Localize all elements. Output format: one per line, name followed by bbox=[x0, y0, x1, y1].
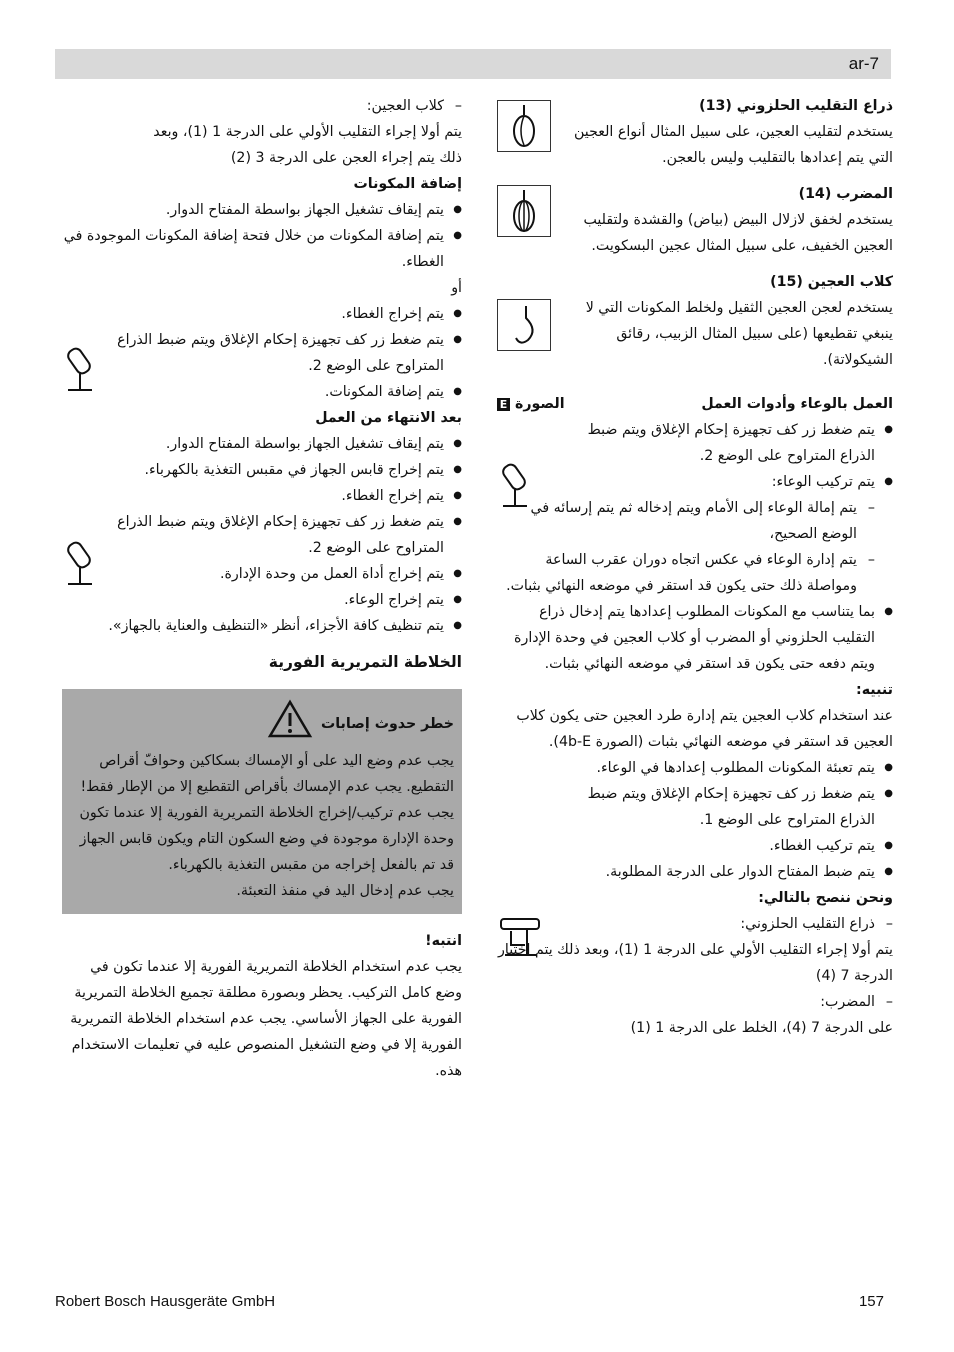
list-item: ● يتم إخراج أداة العمل من وحدة الإدارة. bbox=[62, 561, 462, 587]
tool13-text: يستخدم لتقليب العجين، على سبيل المثال أنواع العجين التي يتم إعدادها بالتقليب وليس بالعجن. bbox=[574, 124, 893, 166]
figure-label: الصورة bbox=[514, 396, 565, 412]
warning-line: يجب عدم وضع اليد على أو الإمساك بسكاكين وحوافّ أقراص التقطيع. يجب عدم الإمساك بأقراص التقطيع إلا من الإطار فقط! bbox=[80, 753, 454, 795]
work-title: العمل بالوعاء وأدوات العمل bbox=[701, 396, 893, 412]
warning-title: خطر حدوث إصابات bbox=[320, 715, 454, 732]
list-item: ● يتم إخراج قابس الجهاز في مقبس التغذية بالكهرباء. bbox=[62, 457, 462, 483]
recommend-title: ونحن ننصح بالتالي: bbox=[758, 890, 893, 906]
stirring-hook-icon bbox=[497, 100, 551, 152]
tool14-title: المضرب (14) bbox=[798, 186, 893, 202]
list-item: ● يتم ضغط زر كف تجهيزة إحكام الإغلاق ويتم ضبط الذراع المتراوح على الوضع 1. bbox=[567, 781, 893, 833]
caution-title: انتبه! bbox=[425, 933, 462, 949]
figure-letter-box: E bbox=[497, 398, 510, 411]
list-item: ● يتم ضبط المفتاح الدوار على الدرجة المطلوبة. bbox=[497, 859, 893, 885]
kneading-hook-icon bbox=[497, 299, 551, 351]
kneading-line: يتم أولا إجراء التقليب الأولي على الدرجة 1 (1)، وبعد bbox=[153, 124, 462, 140]
header-bar bbox=[55, 49, 891, 79]
list-item: ● يتم تعبئة المكونات المطلوب إعدادها في الوعاء. bbox=[567, 755, 893, 781]
tool14-text: يستخدم لخفق لازلال البيض (بياض) والقشدة ولتقليب العجين الخفيف، على سبيل المثال عجين البسكويت. bbox=[583, 212, 893, 254]
list-item: ● يتم ضغط زر كف تجهيزة إحكام الإغلاق ويتم ضبط الذراع المتراوح على الوضع 2. bbox=[112, 327, 462, 379]
list-subitem: – ذراع التقليب الحلزوني: bbox=[497, 911, 893, 937]
kneading-title: – كلاب العجين: bbox=[62, 93, 462, 119]
list-item: ● يتم تركيب الغطاء. bbox=[497, 833, 893, 859]
list-subitem: – المضرب: bbox=[497, 989, 893, 1015]
mixer-arm-position-1-icon bbox=[497, 913, 545, 963]
warning-header bbox=[70, 699, 454, 748]
list-item: ● بما يتناسب مع المكونات المطلوب إعدادها يتم إدخال ذراع التقليب الحلزوني أو المضرب أو كلاب العجين في وحدة الإدارة ويتم دفعه حتى يكون قد استقر في موضعه النهائي بثبات. bbox=[497, 599, 893, 677]
warning-line: يجب عدم إدخال اليد في منفذ التعبئة. bbox=[236, 883, 454, 899]
list-item: ● يتم تنظيف كافة الأجزاء، أنظر «التنظيف والعناية بالجهاز». bbox=[62, 613, 462, 639]
note-title: تنبيه: bbox=[856, 682, 893, 698]
list-subitem: – يتم إدارة الوعاء في عكس اتجاه دوران عقرب الساعة ومواصلة ذلك حتى يكون قد استقر في موضعه النهائي بثبات. bbox=[497, 547, 893, 599]
whisk-icon bbox=[497, 185, 551, 237]
mixer-arm-position-2-icon bbox=[62, 536, 110, 592]
footer-company: Robert Bosch Hausgeräte GmbH bbox=[55, 1293, 276, 1310]
list-item: ● يتم إيقاف تشغيل الجهاز بواسطة المفتاح الدوار. bbox=[62, 431, 462, 457]
list-item: ● يتم ضغط زر كف تجهيزة إحكام الإغلاق ويتم ضبط الذراع المتراوح على الوضع 2. bbox=[567, 417, 893, 469]
list-item: ● يتم إيقاف تشغيل الجهاز بواسطة المفتاح الدوار. bbox=[62, 197, 462, 223]
page-label: ar-7 bbox=[848, 54, 879, 73]
warning-line: يجب عدم تركيب/إخراج الخلاطة التمريرية الفورية إلا عندما تكون وحدة الإدارة موجودة في وضع السكون التام ويكون قابس الجهاز قد تم بالفعل إخراجه من مقبس التغذية بالكهرباء. bbox=[79, 805, 454, 873]
list-item: ● يتم ضغط زر كف تجهيزة إحكام الإغلاق ويتم ضبط الذراع المتراوح على الوضع 2. bbox=[112, 509, 462, 561]
mixer-arm-position-2-icon bbox=[62, 342, 110, 398]
figure-ref bbox=[497, 391, 565, 417]
kneading-line: ذلك يتم إجراء العجن على الدرجة 3 (2) bbox=[230, 150, 462, 166]
blender-title: الخلاطة التمريرية الفورية bbox=[268, 653, 462, 671]
caution-text: يجب عدم استخدام الخلاطة التمريرية الفورية إلا عندما تكون في وضع كامل التركيب. يحظر وبصورة مطلقة تجميع الخلاطة التمريرية الفورية على الجهاز الأساسي. يجب عدم استخدام الخلاطة التمريرية الفورية إلا في وضع التشغيل المنصوص عليه في تعليمات الاستخدام هذه. bbox=[70, 959, 462, 1079]
list-item: ● يتم إخراج الوعاء. bbox=[62, 587, 462, 613]
recommend-text: يتم أولا إجراء التقليب الأولي على الدرجة 1 (1)، وبعد ذلك يتم اختيار الدرجة 7 (4) bbox=[498, 942, 893, 984]
footer-page-number: 157 bbox=[858, 1293, 884, 1310]
right-column bbox=[497, 93, 893, 1041]
adding-title: إضافة المكونات bbox=[353, 176, 462, 192]
tool15-text: يستخدم لعجن العجين الثقيل ولخلط المكونات التي لا ينبغي تقطيعها (على سبيل المثال الزبيب، رقائق الشيكولاتة). bbox=[585, 300, 893, 368]
tool13-title: ذراع التقليب الحلزوني (13) bbox=[699, 98, 893, 114]
note-text: عند استخدام كلاب العجين يتم إدارة طرد العجين حتى يكون كلاب العجين قد استقر في موضعه النهائي بثبات (الصورة 4b-E). bbox=[516, 708, 893, 750]
work-section-title bbox=[497, 391, 893, 417]
recommend-text: على الدرجة 7 (4)، الخلط على الدرجة 1 (1) bbox=[630, 1020, 893, 1036]
list-item: ● يتم إخراج الغطاء. bbox=[112, 301, 462, 327]
or-label: أو bbox=[451, 280, 462, 296]
tool15-title: كلاب العجين (15) bbox=[770, 274, 893, 290]
mixer-arm-position-2-icon bbox=[497, 458, 545, 514]
list-item: ● يتم إضافة المكونات. bbox=[112, 379, 462, 405]
list-item: ● يتم إخراج الغطاء. bbox=[112, 483, 462, 509]
left-column bbox=[62, 93, 462, 1084]
list-item: ● يتم إضافة المكونات من خلال فتحة إضافة المكونات الموجودة في الغطاء. bbox=[62, 223, 462, 275]
warning-triangle-icon bbox=[267, 699, 313, 748]
warning-box bbox=[62, 689, 462, 914]
after-title: بعد الانتهاء من العمل bbox=[315, 410, 462, 426]
list-item: ● يتم تركيب الوعاء: bbox=[567, 469, 893, 495]
list-subitem: – يتم إمالة الوعاء إلى الأمام ويتم إدخاله ثم يتم إرسائه في الوضع الصحيح، bbox=[497, 495, 893, 547]
